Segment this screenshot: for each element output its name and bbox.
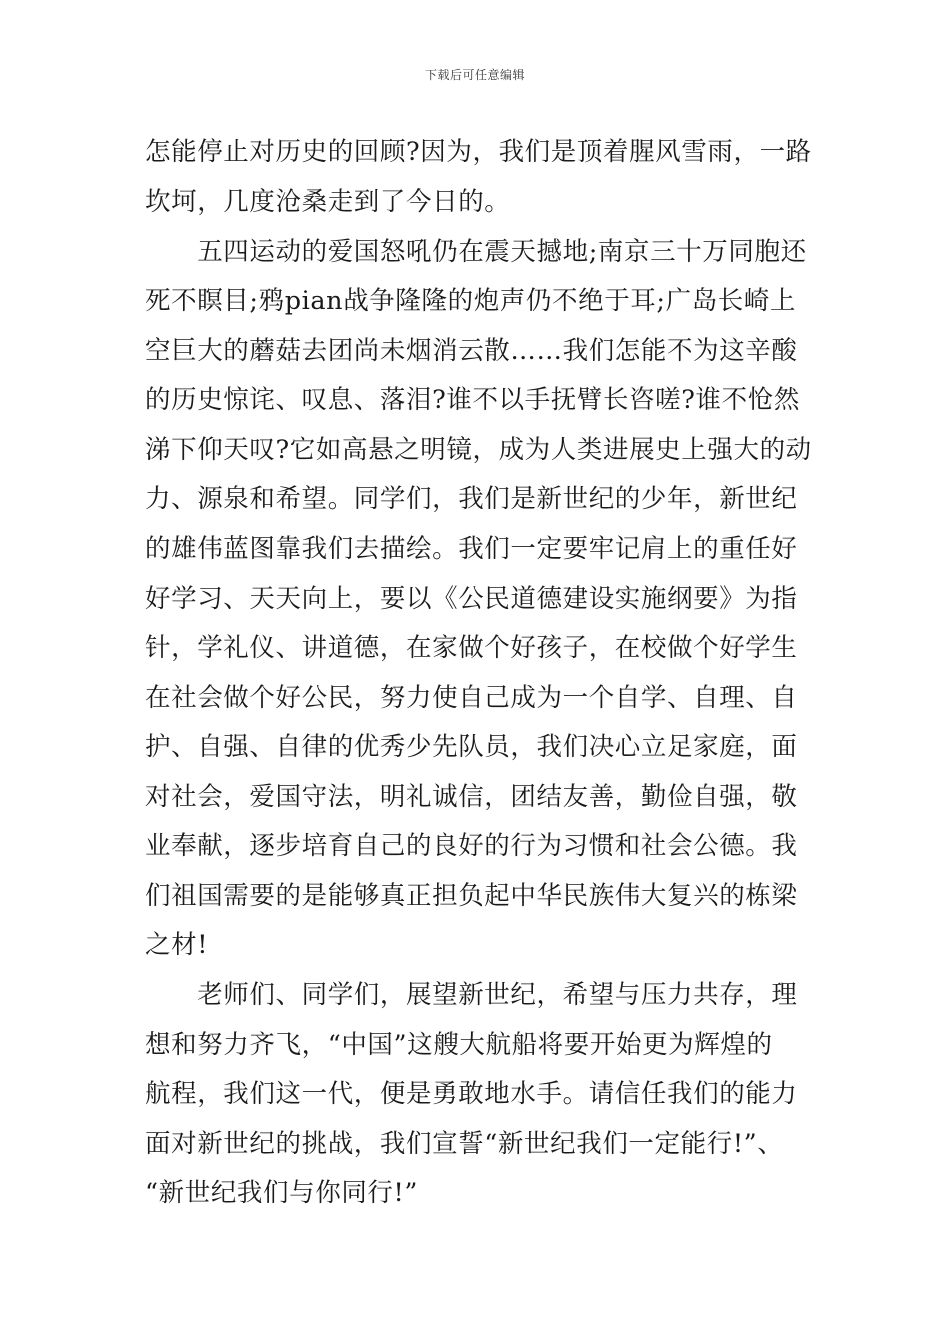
text-line: 力、源泉和希望。同学们，我们是新世纪的少年，新世纪 <box>145 484 798 514</box>
text-line: 的雄伟蓝图靠我们去描绘。我们一定要牢记肩上的重任好 <box>145 534 798 564</box>
text-line: 之材! <box>145 930 209 960</box>
text-line: 航程，我们这一代，便是勇敢地水手。请信任我们的能力 <box>145 1079 798 1109</box>
text-line: 涕下仰天叹?它如高悬之明镜，成为人类进展史上强大的动 <box>145 435 812 465</box>
text-line: 五四运动的爱国怒吼仍在震天撼地;南京三十万同胞还 <box>145 237 807 267</box>
text-line: 好学习、天天向上，要以《公民道德建设实施纲要》为指 <box>145 584 798 614</box>
text-line: 面对新世纪的挑战，我们宣誓“新世纪我们一定能行!”、 <box>145 1129 784 1159</box>
text-line: 坎坷，几度沧桑走到了今日的。 <box>145 187 511 217</box>
text-line: 老师们、同学们，展望新世纪，希望与压力共存，理 <box>145 980 798 1010</box>
text-line: 在社会做个好公民，努力使自己成为一个自学、自理、自 <box>145 683 798 713</box>
text-line: 们祖国需要的是能够真正担负起中华民族伟大复兴的栋梁 <box>145 881 798 911</box>
text-line: 针，学礼仪、讲道德，在家做个好孩子，在校做个好学生 <box>145 633 798 663</box>
text-line: 护、自强、自律的优秀少先队员，我们决心立足家庭，面 <box>145 732 798 762</box>
text-line: 的历史惊诧、叹息、落泪?谁不以手抚臂长咨嗟?谁不怆然 <box>145 385 800 415</box>
text-line: 怎能停止对历史的回顾?因为，我们是顶着腥风雪雨，一路 <box>145 137 812 167</box>
text-line: 想和努力齐飞，“中国”这艘大航船将要开始更为辉煌的 <box>145 1030 773 1060</box>
page-header: 下载后可任意编辑 <box>424 68 525 82</box>
text-line: 对社会，爱国守法，明礼诚信，团结友善，勤俭自强，敬 <box>145 782 798 812</box>
text-line: 业奉献，逐步培育自己的良好的行为习惯和社会公德。我 <box>145 831 798 861</box>
text-line: 空巨大的蘑菇去团尚未烟消云散……我们怎能不为这辛酸 <box>145 336 798 366</box>
text-line: 死不瞑目;鸦pian战争隆隆的炮声仍不绝于耳;广岛长崎上 <box>145 286 797 316</box>
text-line: “新世纪我们与你同行!” <box>145 1178 419 1208</box>
